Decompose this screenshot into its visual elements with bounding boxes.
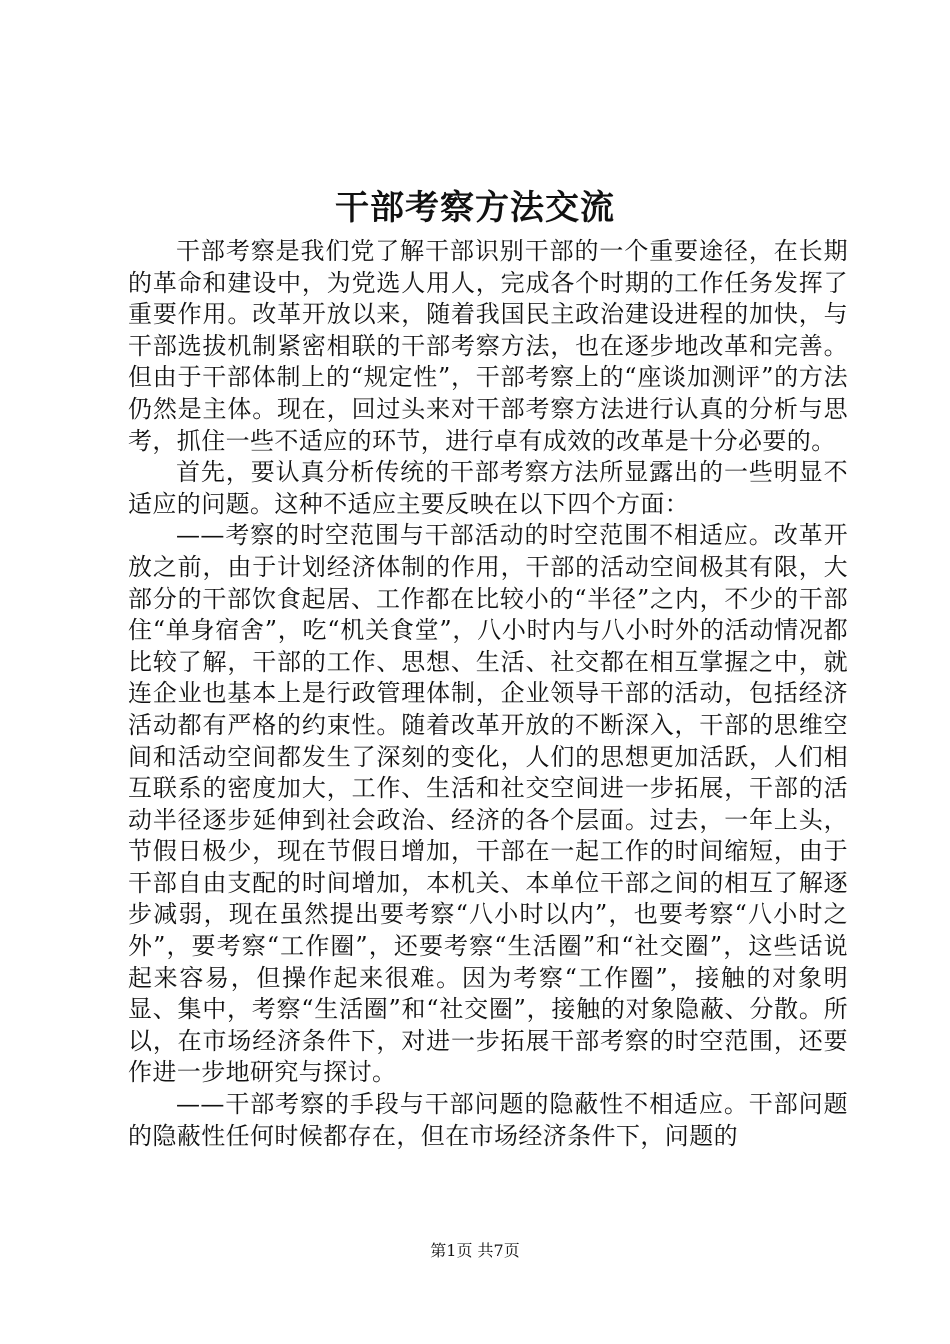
paragraph-intro: 干部考察是我们党了解干部识别干部的一个重要途径，在长期的革命和建设中，为党选人用人，完成各个时期的工作任务发挥了重要作用。改革开放以来，随着我国民主政治建设进程的加快，与干部选拔机制紧密相联的干部考察方法，也在逐步地改革和完善。但由于干部体制上的“规定性”，干部考察上的“座谈加测评”的方法仍然是主体。现在，回过头来对干部考察方法进行认真的分析与思考，抓住一些不适应的环节，进行卓有成效的改革是十分必要的。 [128,237,848,455]
page-number-footer: 第1页 共7页 [430,1241,520,1260]
paragraph-first-point: 首先，要认真分析传统的干部考察方法所显露出的一些明显不适应的问题。这种不适应主要反映在以下四个方面： [128,458,848,518]
paragraph-space-time: ——考察的时空范围与干部活动的时空范围不相适应。改革开放之前，由于计划经济体制的作用，干部的活动空间极其有限，大部分的干部饮食起居、工作都在比较小的“半径”之内，不少的干部住“单身宿舍”，吃“机关食堂”，八小时内与八小时外的活动情况都比较了解，干部的工作、思想、生活、社交都在相互掌握之中，就连企业也基本上是行政管理体制，企业领导干部的活动，包括经济活动都有严格的约束性。随着改革开放的不断深入，干部的思维空间和活动空间都发生了深刻的变化，人们的思想更加活跃，人们相互联系的密度加大，工作、生活和社交空间进一步拓展，干部的活动半径逐步延伸到社会政治、经济的各个层面。过去，一年上头，节假日极少，现在节假日增加，干部在一起工作的时间缩短，由于干部自由支配的时间增加，本机关、本单位干部之间的相互了解逐步减弱，现在虽然提出要考察“八小时以内”，也要考察“八小时之外”，要考察“工作圈”，还要考察“生活圈”和“社交圈”，这些话说起来容易，但操作起来很难。因为考察“工作圈”，接触的对象明显、集中，考察“生活圈”和“社交圈”，接触的对象隐蔽、分散。所以，在市场经济条件下，对进一步拓展干部考察的时空范围，还要作进一步地研究与探讨。 [128,521,848,1087]
document-title: 干部考察方法交流 [335,188,615,228]
document-body [128,236,848,1152]
paragraph-concealment: ——干部考察的手段与干部问题的隐蔽性不相适应。干部问题的隐蔽性任何时候都存在，但在市场经济条件下，问题的 [128,1090,848,1150]
